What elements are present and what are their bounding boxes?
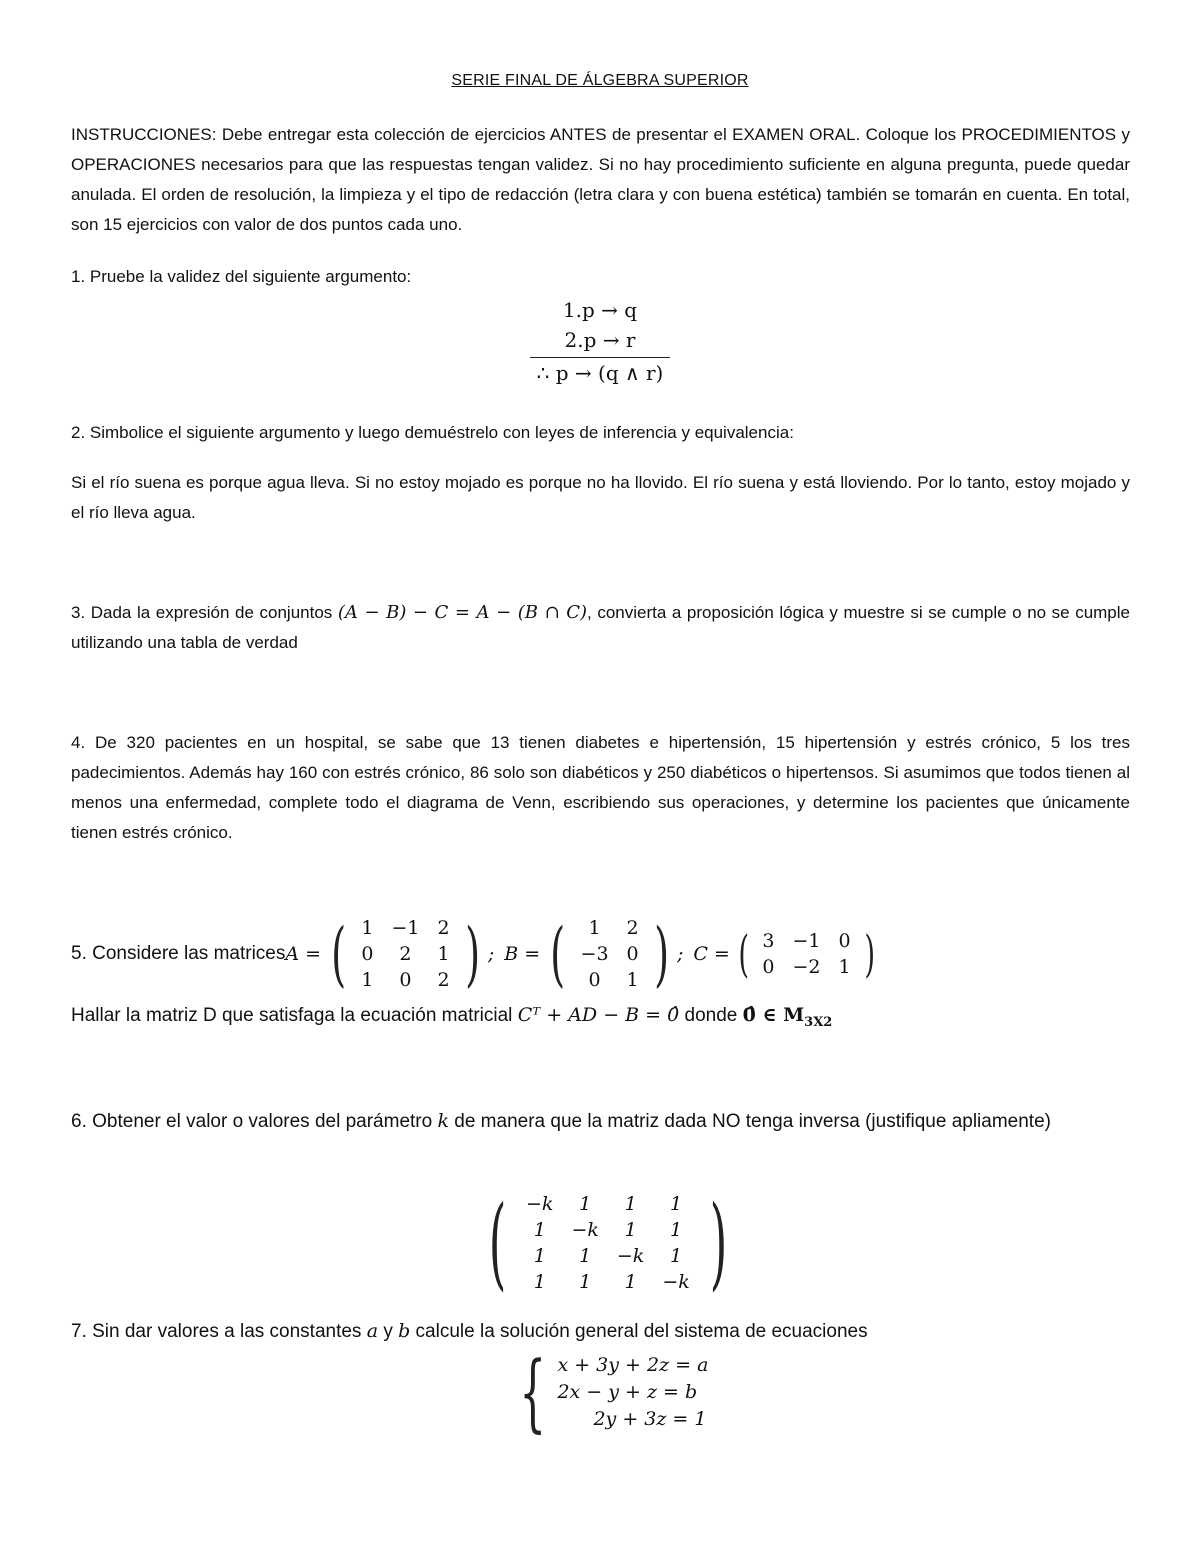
- matrix-row: [517, 1269, 699, 1295]
- q7-eq-3: 2y + 3z = 1: [593, 1407, 707, 1430]
- matrix-cell: −1: [391, 917, 420, 939]
- matrix-row: [753, 954, 859, 980]
- q6-text-post: de manera que la matriz dada NO tenga inversa (justifique apliamente): [448, 1111, 1051, 1132]
- matrix-cell: 3: [762, 930, 775, 952]
- q7-y: y: [378, 1321, 399, 1342]
- matrix-cell: −k: [571, 1219, 599, 1241]
- matrix-cell: 1: [579, 1271, 592, 1293]
- matrix-cell: 2: [437, 917, 450, 939]
- q5-lead: 5. Considere las matrices: [71, 943, 286, 964]
- matrix-cell: 1: [361, 917, 374, 939]
- q7-equations: [557, 1352, 708, 1433]
- q7-pre: 7. Sin dar valores a las constantes: [71, 1321, 367, 1342]
- left-paren: (: [738, 925, 749, 983]
- matrix-cell: −3: [580, 943, 609, 965]
- q5-sep-1: ;: [487, 943, 495, 965]
- right-paren: ): [709, 1184, 728, 1301]
- q5-b-label: B =: [504, 943, 541, 965]
- q3-pre: 3. Dada la expresión de conjuntos: [71, 603, 338, 622]
- matrix-row: [352, 915, 458, 941]
- matrix-cell: 1: [437, 943, 450, 965]
- q1-text: 1. Pruebe la validez del siguiente argumento:: [71, 267, 412, 286]
- matrix-c: [734, 926, 879, 982]
- matrix-cell: −1: [792, 930, 821, 952]
- q4-text: 4. De 320 pacientes en un hospital, se sabe que 13 tienen diabetes e hipertensión, 15 hipertensión y estrés crónico, 5 los tres padecimientos. Además hay 160 con estrés crónico, 86 solo son diabéticos y 250 diabéticos o hipertensos. Si asumimos que todos tienen al menos una enfermedad, complete todo el diagrama de Venn, escribiendo sus operaciones, y determine los pacientes que únicamente tienen estrés crónico.: [71, 733, 1130, 842]
- matrix-row: [753, 928, 859, 954]
- matrix-row: [572, 941, 648, 967]
- q5-set: 0̂ ∈ M: [742, 1004, 805, 1026]
- q3-text: [71, 598, 1130, 658]
- left-brace: {: [519, 1343, 547, 1441]
- q5-set-subscript: 3X2: [804, 1014, 833, 1030]
- right-paren: ): [653, 913, 669, 995]
- right-paren: ): [464, 913, 480, 995]
- right-paren: ): [863, 925, 875, 983]
- matrix-a: [325, 914, 486, 994]
- q2-text: 2. Simbolice el siguiente argumento y luego demuéstrelo con leyes de inferencia y equivalencia:: [71, 423, 794, 442]
- q6-text-pre: 6. Obtener el valor o valores del parámetro: [71, 1111, 438, 1132]
- q1-premise-2: 2.p → r: [564, 328, 636, 352]
- q5-line-1: [71, 914, 879, 994]
- matrix-cell: 1: [624, 1219, 637, 1241]
- left-paren: (: [550, 913, 566, 995]
- matrix-cell: 1: [533, 1271, 546, 1293]
- matrix-cell: 1: [624, 1193, 637, 1215]
- q5-line-2: [71, 999, 832, 1039]
- matrix-b-table: [572, 915, 648, 993]
- q6-matrix-table: [517, 1191, 699, 1295]
- q6-text: [71, 1105, 1111, 1138]
- matrix-row: [517, 1243, 699, 1269]
- matrix-cell: 1: [670, 1219, 683, 1241]
- matrix-cell: 0: [838, 930, 851, 952]
- q7-post: calcule la solución general del sistema de ecuaciones: [410, 1321, 868, 1342]
- q6-k: k: [437, 1110, 449, 1132]
- q3-expression: (A − B) − C = A − (B ∩ C): [337, 602, 588, 623]
- q7-text: [71, 1315, 868, 1348]
- matrix-row: [572, 967, 648, 993]
- q5-line2-mid: donde: [679, 1005, 743, 1026]
- q5-equation: Cᵀ + AD − B = 0̂: [517, 1004, 680, 1026]
- matrix-cell: 1: [626, 969, 639, 991]
- matrix-cell: 1: [588, 917, 601, 939]
- matrix-cell: 1: [624, 1271, 637, 1293]
- matrix-cell: 1: [533, 1245, 546, 1267]
- matrix-cell: −k: [662, 1271, 690, 1293]
- matrix-cell: 0: [588, 969, 601, 991]
- q6-matrix: [478, 1184, 738, 1301]
- matrix-cell: −2: [792, 956, 821, 978]
- q5-a-label: A =: [285, 943, 322, 965]
- matrix-cell: 0: [626, 943, 639, 965]
- left-paren: (: [331, 913, 347, 995]
- matrix-cell: 1: [579, 1245, 592, 1267]
- q1-argument: [530, 295, 670, 388]
- q7-system: [506, 1343, 709, 1441]
- matrix-cell: 0: [361, 943, 374, 965]
- matrix-cell: 1: [670, 1245, 683, 1267]
- q3-post: , convierta a proposición lógica y muestre si se cumple o no se cumple utilizando una tabla de verdad: [71, 603, 1130, 652]
- matrix-cell: 2: [437, 969, 450, 991]
- matrix-cell: 0: [762, 956, 775, 978]
- matrix-a-table: [352, 915, 458, 993]
- matrix-cell: 1: [579, 1193, 592, 1215]
- matrix-row: [517, 1191, 699, 1217]
- matrix-row: [517, 1217, 699, 1243]
- matrix-row: [352, 967, 458, 993]
- matrix-row: [352, 941, 458, 967]
- matrix-cell: 1: [838, 956, 851, 978]
- page-title: SERIE FINAL DE ÁLGEBRA SUPERIOR: [451, 72, 749, 89]
- q5-sep-2: ;: [676, 943, 684, 965]
- matrix-row: [572, 915, 648, 941]
- matrix-c-table: [753, 928, 859, 980]
- q7-a: a: [366, 1320, 379, 1342]
- q5-line2-pre: Hallar la matriz D que satisfaga la ecuación matricial: [71, 1005, 518, 1026]
- q1-conclusion: ∴ p → (q ∧ r): [536, 361, 664, 385]
- matrix-cell: −k: [526, 1193, 554, 1215]
- q7-eq-1: x + 3y + 2z = a: [557, 1353, 709, 1376]
- instructions: INSTRUCCIONES: Debe entregar esta colección de ejercicios ANTES de presentar el EXAMEN ORAL. Coloque los PROCEDIMIENTOS y OPERACIONES necesarios para que las respuestas tengan validez. Si no hay procedimiento suficiente en alguna pregunta, puede quedar anulada. El orden de resolución, la limpieza y el tipo de redacción (letra clara y con buena estética) también se tomarán en cuenta. En total, son 15 ejercicios con valor de dos puntos cada uno.: [71, 125, 1130, 234]
- matrix-cell: 2: [399, 943, 412, 965]
- matrix-cell: 1: [670, 1193, 683, 1215]
- matrix-cell: 1: [361, 969, 374, 991]
- q1-premise-1: 1.p → q: [562, 298, 638, 322]
- matrix-cell: 1: [533, 1219, 546, 1241]
- matrix-cell: 2: [626, 917, 639, 939]
- q2-argument: Si el río suena es porque agua lleva. Si no estoy mojado es porque no ha llovido. El río suena y está lloviendo. Por lo tanto, estoy mojado y el río lleva agua.: [71, 473, 1130, 522]
- q5-c-label: C =: [693, 943, 730, 965]
- matrix-cell: −k: [616, 1245, 645, 1267]
- left-paren: (: [488, 1184, 507, 1301]
- matrix-cell: 0: [399, 969, 412, 991]
- q7-eq-2: 2x − y + z = b: [557, 1380, 698, 1403]
- matrix-b: [544, 914, 675, 994]
- q7-b: b: [398, 1320, 411, 1342]
